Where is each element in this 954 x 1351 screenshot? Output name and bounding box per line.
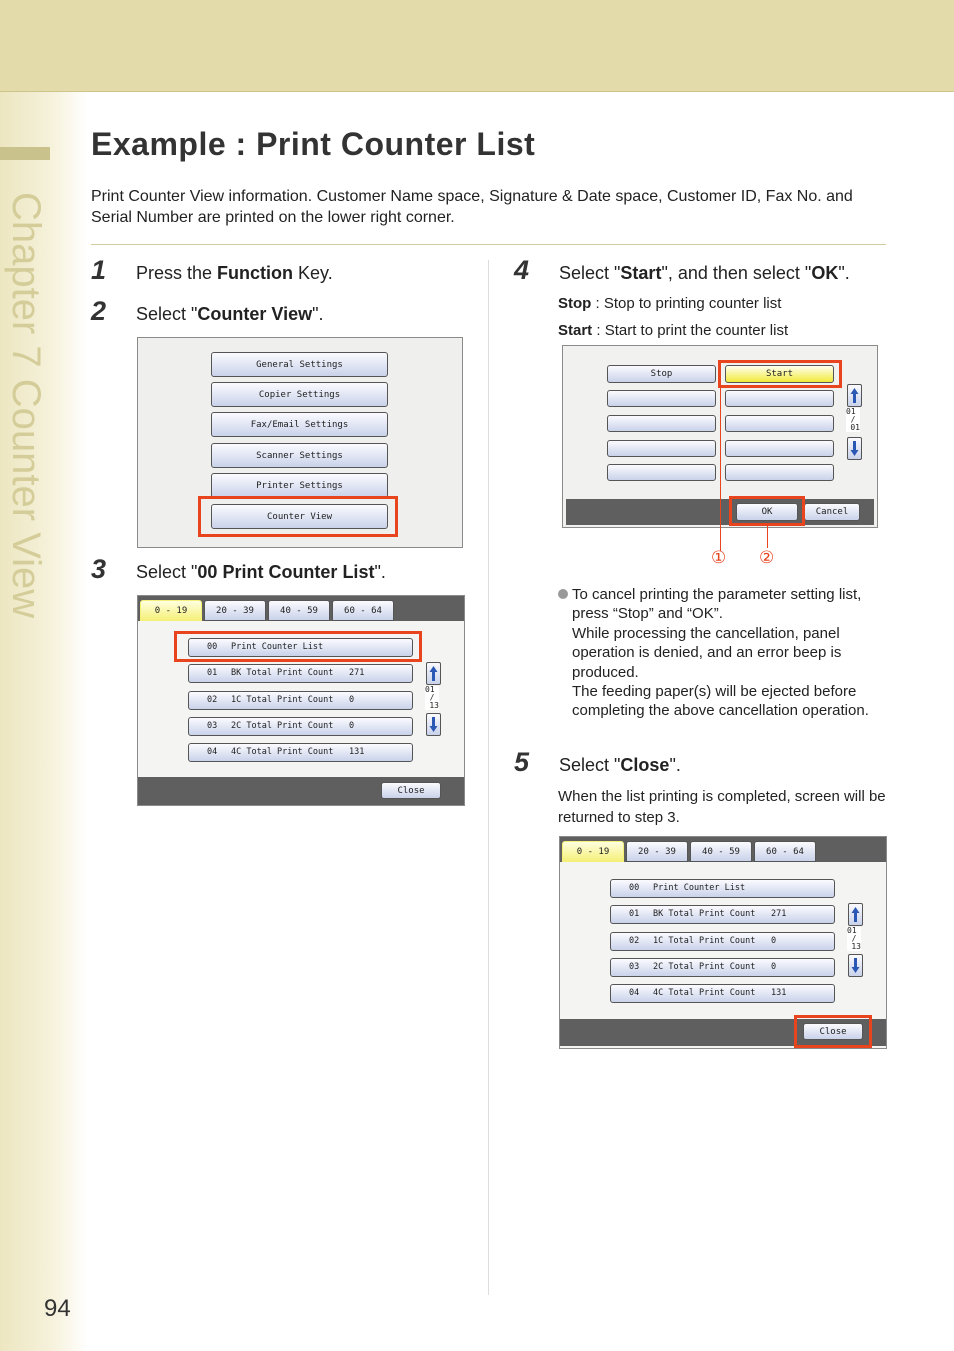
column-divider bbox=[488, 260, 489, 1295]
tab-60-64[interactable]: 60 - 64 bbox=[754, 841, 816, 862]
close-button[interactable]: Close bbox=[381, 782, 441, 799]
step-5-text: Select "Close". bbox=[559, 755, 681, 775]
cancel-note bbox=[558, 585, 888, 721]
step-number: 2 bbox=[91, 296, 107, 326]
counter-list-screenshot-close bbox=[559, 836, 887, 1049]
ok-button[interactable]: OK bbox=[736, 503, 798, 521]
general-settings-button[interactable]: General Settings bbox=[211, 352, 388, 377]
highlight-box bbox=[794, 1015, 872, 1048]
empty-button bbox=[607, 390, 716, 407]
counter-row-00[interactable]: 00 Print Counter List bbox=[188, 638, 413, 657]
counter-row-02[interactable]: 02 1C Total Print Count 0 bbox=[188, 691, 413, 710]
empty-button bbox=[607, 440, 716, 457]
callout-leader-line bbox=[720, 386, 721, 551]
copier-settings-button[interactable]: Copier Settings bbox=[211, 382, 388, 407]
chapter-tab-marker bbox=[0, 147, 50, 160]
note-line: While processing the cancellation, panel operation is denied, and an error beep is produced. bbox=[572, 624, 842, 681]
intro-text: Print Counter View information. Customer Name space, Signature & Date space, Customer ID, Fax No. and Serial Number are printed on the lower right corner. bbox=[91, 188, 853, 226]
cancel-button[interactable]: Cancel bbox=[804, 503, 860, 521]
step-number: 5 bbox=[514, 747, 530, 777]
scroll-up-icon[interactable] bbox=[848, 903, 863, 926]
counter-row-04[interactable]: 04 4C Total Print Count 131 bbox=[188, 743, 413, 762]
divider bbox=[91, 244, 886, 245]
callout-leader-line bbox=[767, 526, 768, 548]
step-number: 1 bbox=[91, 255, 107, 285]
page-indicator: 01 / 13 bbox=[847, 926, 861, 951]
scroll-down-icon[interactable] bbox=[848, 954, 863, 977]
step-2-text: Select "Counter View". bbox=[136, 304, 324, 324]
counter-row-00[interactable]: 00 Print Counter List bbox=[610, 879, 835, 898]
step-1-text: Press the Function Key. bbox=[136, 263, 333, 283]
empty-button bbox=[725, 415, 834, 432]
fax-email-settings-button[interactable]: Fax/Email Settings bbox=[211, 412, 388, 437]
tab-20-39[interactable]: 20 - 39 bbox=[626, 841, 688, 862]
counter-row-04[interactable]: 04 4C Total Print Count 131 bbox=[610, 984, 835, 1003]
counter-list-screenshot bbox=[137, 595, 465, 806]
empty-button bbox=[725, 390, 834, 407]
counter-row-03[interactable]: 03 2C Total Print Count 0 bbox=[188, 717, 413, 736]
tab-0-19[interactable]: 0 - 19 bbox=[562, 841, 624, 862]
highlight-box bbox=[174, 631, 422, 662]
note-line: To cancel printing the parameter setting list, press “Stop” and “OK”. bbox=[572, 586, 862, 623]
highlight-box bbox=[198, 496, 398, 537]
tab-0-19[interactable]: 0 - 19 bbox=[140, 600, 202, 621]
empty-button bbox=[725, 464, 834, 481]
bullet-icon bbox=[558, 589, 568, 599]
scroll-down-icon[interactable] bbox=[426, 713, 441, 736]
function-menu-screenshot bbox=[137, 337, 463, 548]
step-number: 3 bbox=[91, 554, 107, 584]
scroll-down-icon[interactable] bbox=[847, 437, 862, 460]
page-indicator: 01 / 01 bbox=[846, 407, 860, 432]
start-button[interactable]: Start bbox=[725, 365, 834, 383]
counter-row-02[interactable]: 02 1C Total Print Count 0 bbox=[610, 932, 835, 951]
stop-button[interactable]: Stop bbox=[607, 365, 716, 383]
highlight-box bbox=[718, 360, 842, 388]
printer-settings-button[interactable]: Printer Settings bbox=[211, 473, 388, 498]
tab-40-59[interactable]: 40 - 59 bbox=[690, 841, 752, 862]
counter-row-03[interactable]: 03 2C Total Print Count 0 bbox=[610, 958, 835, 977]
tab-20-39[interactable]: 20 - 39 bbox=[204, 600, 266, 621]
start-note: Start : Start to print the counter list bbox=[558, 322, 789, 339]
empty-button bbox=[725, 440, 834, 457]
callout-1: ① bbox=[711, 548, 727, 567]
page-number: 94 bbox=[44, 1295, 71, 1322]
scroll-up-icon[interactable] bbox=[426, 662, 441, 685]
chapter-label: Chapter 7 Counter View bbox=[4, 192, 48, 619]
empty-button bbox=[607, 415, 716, 432]
note-line: The feeding paper(s) will be ejected before completing the above cancellation operation. bbox=[572, 683, 869, 720]
step-4-text: Select "Start", and then select "OK". bbox=[559, 263, 850, 283]
stop-note: Stop : Stop to printing counter list bbox=[558, 295, 782, 312]
highlight-box bbox=[729, 496, 805, 526]
scroll-up-icon[interactable] bbox=[847, 384, 862, 407]
tab-40-59[interactable]: 40 - 59 bbox=[268, 600, 330, 621]
scanner-settings-button[interactable]: Scanner Settings bbox=[211, 443, 388, 468]
step-3-text: Select "00 Print Counter List". bbox=[136, 562, 386, 582]
header-band bbox=[0, 0, 954, 92]
step-5-note: When the list printing is completed, screen will be returned to step 3. bbox=[558, 788, 886, 826]
counter-row-01[interactable]: 01 BK Total Print Count 271 bbox=[188, 664, 413, 683]
page-indicator: 01 / 13 bbox=[425, 685, 439, 710]
step-number: 4 bbox=[514, 255, 530, 285]
tab-60-64[interactable]: 60 - 64 bbox=[332, 600, 394, 621]
counter-view-button[interactable]: Counter View bbox=[211, 504, 388, 529]
page-title: Example : Print Counter List bbox=[91, 126, 536, 162]
callout-2: ② bbox=[759, 548, 775, 567]
counter-row-01[interactable]: 01 BK Total Print Count 271 bbox=[610, 905, 835, 924]
empty-button bbox=[607, 464, 716, 481]
close-button[interactable]: Close bbox=[803, 1023, 863, 1040]
